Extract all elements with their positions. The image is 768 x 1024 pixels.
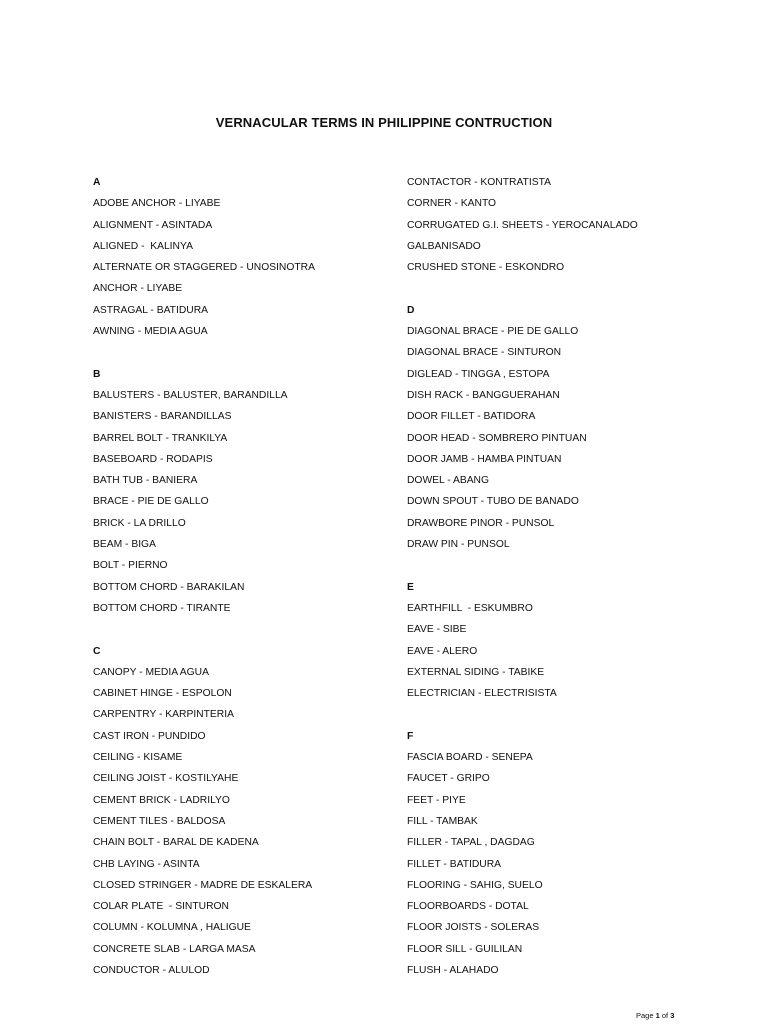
section-letter: D bbox=[407, 304, 415, 316]
current-page: 1 bbox=[655, 1011, 660, 1020]
section-letter: A bbox=[93, 177, 101, 188]
glossary-entry: DRAWBORE PINOR - PUNSOL bbox=[407, 517, 555, 529]
glossary-entry: FILLER - TAPAL , DAGDAG bbox=[407, 837, 535, 849]
glossary-entry: COLAR PLATE - SINTURON bbox=[93, 901, 229, 913]
spacer bbox=[407, 555, 638, 576]
glossary-entry: BOTTOM CHORD - BARAKILAN bbox=[93, 581, 245, 593]
glossary-entry: CEILING - KISAME bbox=[93, 752, 183, 764]
glossary-entry: CEMENT BRICK - LADRILYO bbox=[93, 794, 230, 806]
glossary-entry: ALTERNATE OR STAGGERED - UNOSINOTRA bbox=[93, 262, 315, 274]
document-title: VERNACULAR TERMS IN PHILIPPINE CONTRUCTION bbox=[215, 115, 553, 130]
glossary-entry: CARPENTRY - KARPINTERIA bbox=[93, 709, 234, 721]
glossary-entry: BASEBOARD - RODAPIS bbox=[93, 453, 213, 465]
glossary-entry: CABINET HINGE - ESPOLON bbox=[93, 688, 232, 700]
glossary-entry: FLUSH - ALAHADO bbox=[407, 964, 499, 976]
glossary-entry: ANCHOR - LIYABE bbox=[93, 283, 183, 295]
glossary-entry: BALUSTERS - BALUSTER, BARANDILLA bbox=[93, 389, 288, 401]
spacer bbox=[407, 704, 638, 725]
spacer bbox=[93, 619, 315, 640]
glossary-entry: ADOBE ANCHOR - LIYABE bbox=[93, 198, 221, 210]
glossary-entry: FAUCET - GRIPO bbox=[407, 773, 490, 785]
glossary-entry: FASCIA BOARD - SENEPA bbox=[407, 752, 533, 764]
glossary-entry: DIGLEAD - TINGGA , ESTOPA bbox=[407, 368, 550, 380]
glossary-entry: BRACE - PIE DE GALLO bbox=[93, 496, 209, 508]
section-letter: B bbox=[93, 368, 101, 380]
glossary-entry: CLOSED STRINGER - MADRE DE ESKALERA bbox=[93, 879, 313, 891]
glossary-entry: CRUSHED STONE - ESKONDRO bbox=[407, 262, 565, 274]
page-of-label: of bbox=[659, 1011, 671, 1020]
glossary-entry: CONCRETE SLAB - LARGA MASA bbox=[93, 943, 256, 955]
glossary-entry: ELECTRICIAN - ELECTRISISTA bbox=[407, 688, 557, 700]
section-letter: C bbox=[93, 645, 101, 657]
glossary-entry: ASTRAGAL - BATIDURA bbox=[93, 304, 208, 316]
glossary-entry: CANOPY - MEDIA AGUA bbox=[93, 666, 209, 678]
spacer bbox=[93, 342, 315, 363]
glossary-entry: DOOR JAMB - HAMBA PINTUAN bbox=[407, 453, 562, 465]
glossary-entry: FEET - PIYE bbox=[407, 794, 466, 806]
glossary-entry: FLOOR SILL - GUILILAN bbox=[407, 943, 523, 955]
glossary-entry: DOOR FILLET - BATIDORA bbox=[407, 411, 536, 423]
glossary-entry: CAST IRON - PUNDIDO bbox=[93, 730, 206, 742]
glossary-entry: BOTTOM CHORD - TIRANTE bbox=[93, 602, 231, 614]
glossary-entry: DIAGONAL BRACE - PIE DE GALLO bbox=[407, 326, 579, 338]
glossary-entry: CHAIN BOLT - BARAL DE KADENA bbox=[93, 837, 259, 849]
glossary-entry: CORRUGATED G.I. SHEETS - YEROCANALADO bbox=[407, 219, 638, 231]
glossary-entry: EAVE - SIBE bbox=[407, 624, 467, 636]
glossary-entry: GALBANISADO bbox=[407, 240, 481, 252]
glossary-entry: FLOORING - SAHIG, SUELO bbox=[407, 879, 543, 891]
glossary-entry: FILL - TAMBAK bbox=[407, 815, 478, 827]
glossary-entry: CONTACTOR - KONTRATISTA bbox=[407, 177, 551, 188]
total-pages: 3 bbox=[670, 1011, 675, 1020]
glossary-entry: BOLT - PIERNO bbox=[93, 560, 168, 572]
glossary-entry: FLOORBOARDS - DOTAL bbox=[407, 901, 529, 913]
glossary-entry: EAVE - ALERO bbox=[407, 645, 478, 657]
spacer bbox=[407, 278, 638, 299]
glossary-entry: FILLET - BATIDURA bbox=[407, 858, 502, 870]
glossary-entry: DIAGONAL BRACE - SINTURON bbox=[407, 347, 562, 359]
glossary-entry: FLOOR JOISTS - SOLERAS bbox=[407, 922, 540, 934]
glossary-entry: DOWN SPOUT - TUBO DE BANADO bbox=[407, 496, 579, 508]
glossary-entry: EXTERNAL SIDING - TABIKE bbox=[407, 666, 545, 678]
glossary-entry: BEAM - BIGA bbox=[93, 539, 156, 551]
glossary-entry: CEILING JOIST - KOSTILYAHE bbox=[93, 773, 239, 785]
glossary-entry: CEMENT TILES - BALDOSA bbox=[93, 815, 226, 827]
glossary-entry: DISH RACK - BANGGUERAHAN bbox=[407, 389, 560, 401]
glossary-entry: BRICK - LA DRILLO bbox=[93, 517, 186, 529]
left-column bbox=[93, 172, 315, 981]
glossary-entry: CHB LAYING - ASINTA bbox=[93, 858, 200, 870]
glossary-entry: DRAW PIN - PUNSOL bbox=[407, 539, 510, 551]
section-letter: F bbox=[407, 730, 414, 742]
glossary-entry: DOOR HEAD - SOMBRERO PINTUAN bbox=[407, 432, 587, 444]
glossary-entry: ALIGNMENT - ASINTADA bbox=[93, 219, 213, 231]
glossary-entry: EARTHFILL - ESKUMBRO bbox=[407, 602, 533, 614]
glossary-entry: BARREL BOLT - TRANKILYA bbox=[93, 432, 228, 444]
page-label: Page bbox=[636, 1011, 656, 1020]
glossary-entry: AWNING - MEDIA AGUA bbox=[93, 326, 208, 338]
glossary-entry: CORNER - KANTO bbox=[407, 198, 497, 210]
glossary-entry: BATH TUB - BANIERA bbox=[93, 475, 198, 487]
page-number bbox=[636, 1011, 674, 1020]
right-column bbox=[407, 172, 638, 981]
section-letter: E bbox=[407, 581, 414, 593]
glossary-entry: ALIGNED - KALINYA bbox=[93, 240, 193, 252]
glossary-entry: BANISTERS - BARANDILLAS bbox=[93, 411, 232, 423]
glossary-entry: COLUMN - KOLUMNA , HALIGUE bbox=[93, 922, 251, 934]
glossary-entry: CONDUCTOR - ALULOD bbox=[93, 964, 210, 976]
glossary-entry: DOWEL - ABANG bbox=[407, 475, 490, 487]
